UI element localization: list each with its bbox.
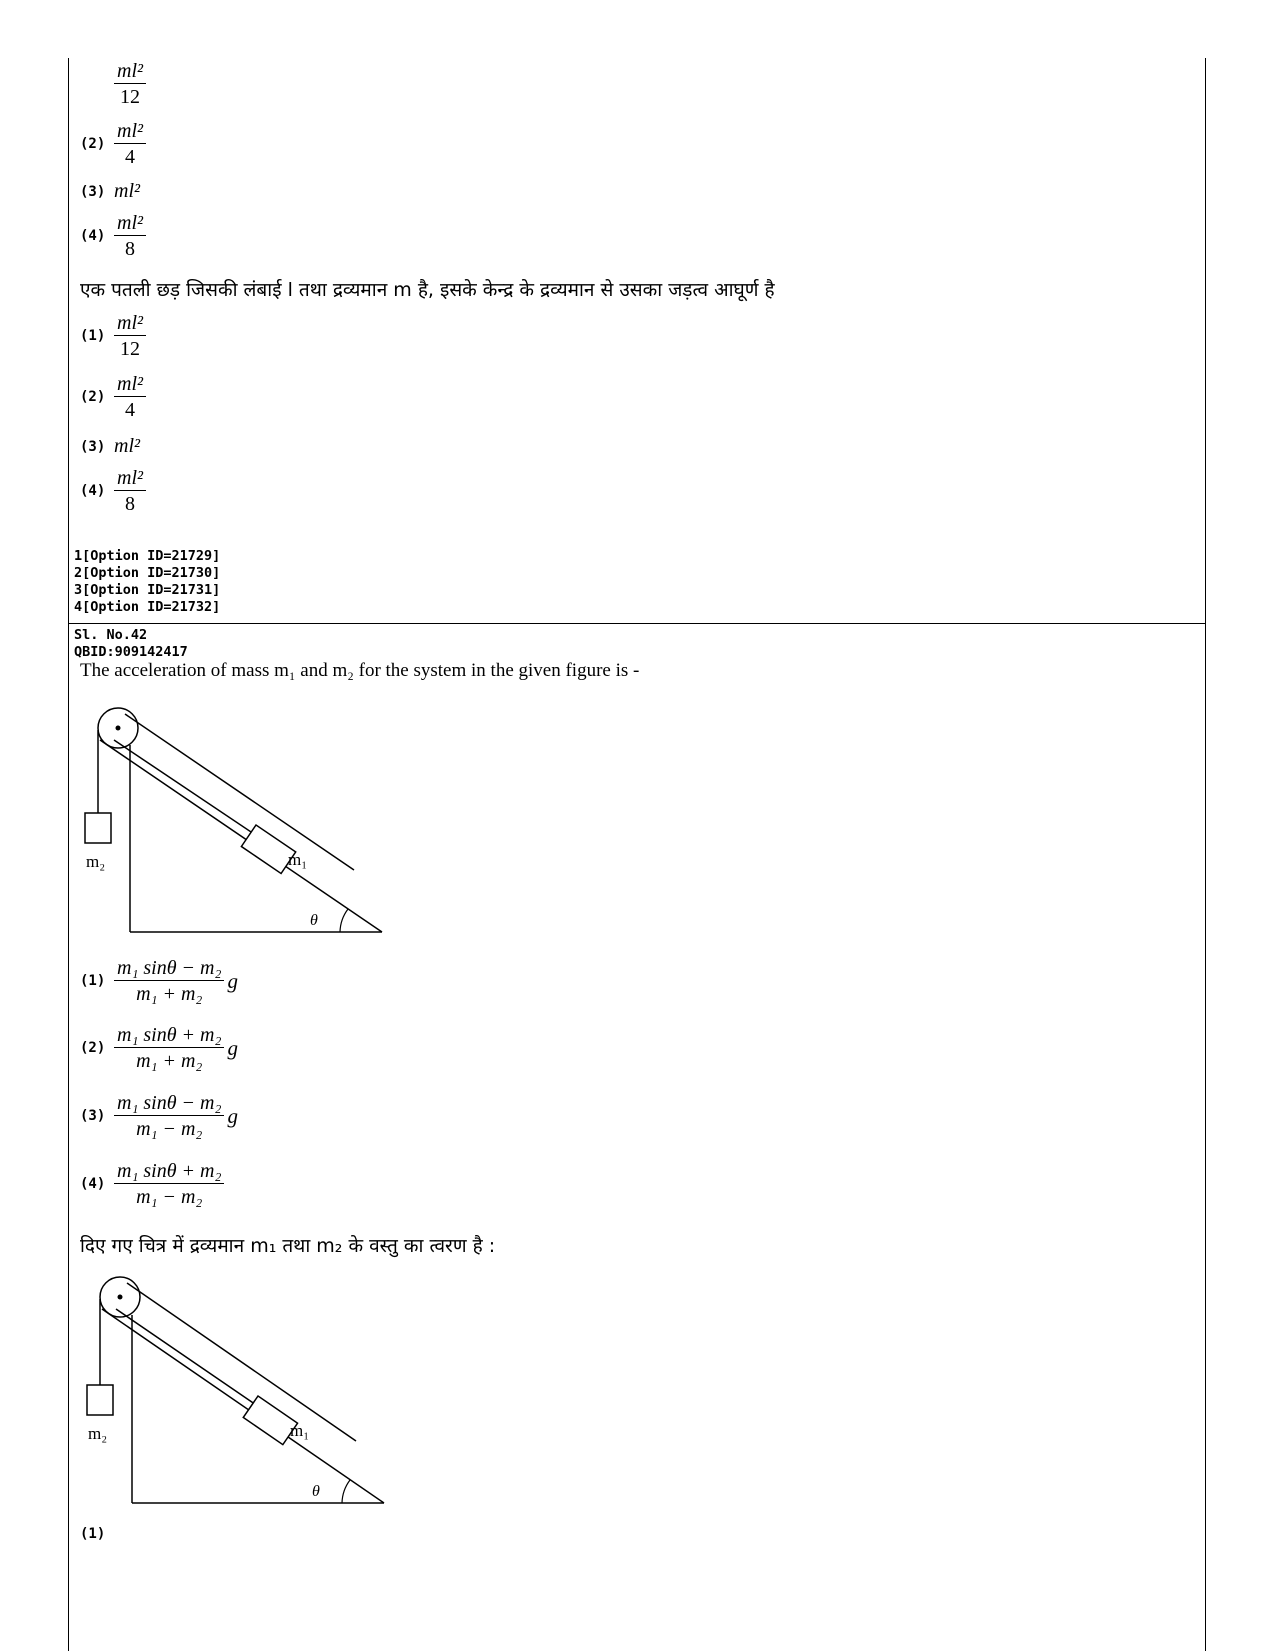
fraction (114, 1024, 224, 1072)
option-number: (4) (80, 483, 106, 499)
denominator: 8 (125, 238, 135, 260)
gravity-g: g (227, 1035, 238, 1060)
numerator: ml² (114, 60, 146, 84)
option-id: 1[Option ID=21729] (74, 548, 221, 564)
denominator: 12 (120, 86, 140, 108)
q41-option-2 (80, 120, 146, 168)
denominator: 4 (125, 146, 135, 168)
fraction (114, 373, 146, 421)
option-expression: ml² (114, 180, 140, 202)
q41-hi-option-4 (80, 467, 146, 515)
label-theta: θ (312, 1483, 320, 1500)
angle-arc (342, 1480, 350, 1503)
q41-hindi-question: एक पतली छड़ जिसकी लंबाई l तथा द्रव्यमान m है, इसके केन्द्र के द्रव्यमान से उसका जड़त्व आघूर्ण है (80, 279, 775, 301)
option-number: (1) (80, 328, 106, 344)
option-number: (3) (80, 183, 106, 200)
pulley-axle (116, 726, 121, 731)
option-number: (2) (80, 389, 106, 405)
label-m2: m₂ (86, 852, 106, 871)
fraction (114, 60, 146, 108)
label-m2: m₂ (88, 1424, 108, 1443)
option-number: (3) (80, 1108, 106, 1124)
q42-option-4 (80, 1160, 227, 1208)
string-incline (127, 1283, 356, 1441)
q41-option-1-partial (80, 60, 146, 108)
option-number: (2) (80, 136, 106, 152)
denominator: m₁ − m₂ (136, 1186, 203, 1208)
mass-m2-block (87, 1385, 113, 1415)
mass-m2-block (85, 813, 111, 843)
q42-hi-option-1 (80, 1526, 114, 1542)
fraction (114, 467, 146, 515)
numerator: m₁ sinθ − m₂ (114, 1092, 224, 1116)
option-number: (2) (80, 1040, 106, 1056)
q41-hi-option-1 (80, 312, 146, 360)
q42-question-hi: दिए गए चित्र में द्रव्यमान m₁ तथा m₂ के वस्तु का त्वरण है : (80, 1235, 496, 1257)
denominator: m₁ + m₂ (136, 1050, 203, 1072)
label-m1: m₁ (288, 850, 308, 869)
q42-option-2 (80, 1024, 238, 1072)
q42-question-en: The acceleration of mass m₁ and m₂ for the system in the given figure is - (80, 660, 640, 681)
option-expression: ml² (114, 435, 140, 457)
numerator: ml² (114, 312, 146, 336)
q42-header (74, 627, 188, 661)
string-incline (125, 714, 354, 870)
option-id: 3[Option ID=21731] (74, 582, 221, 598)
fraction (114, 212, 146, 260)
gravity-g: g (227, 1103, 238, 1128)
numerator: ml² (114, 120, 146, 144)
q41-option-3 (80, 180, 140, 203)
fraction (114, 1160, 224, 1208)
option-number: (4) (80, 228, 106, 244)
fraction (114, 120, 146, 168)
option-number: (4) (80, 1176, 106, 1192)
qbid: QBID:909142417 (74, 644, 188, 660)
q42-option-3 (80, 1092, 238, 1140)
numerator: ml² (114, 212, 146, 236)
right-border (1205, 58, 1206, 1651)
denominator: 4 (125, 399, 135, 421)
denominator: 12 (120, 338, 140, 360)
angle-arc (340, 909, 348, 932)
numerator: ml² (114, 467, 146, 491)
option-number: (1) (80, 973, 106, 989)
label-theta: θ (310, 912, 318, 929)
option-id: 4[Option ID=21732] (74, 599, 221, 615)
numerator: m₁ sinθ − m₂ (114, 957, 224, 981)
numerator: m₁ sinθ + m₂ (114, 1024, 224, 1048)
denominator: m₁ − m₂ (136, 1118, 203, 1140)
question-divider (68, 623, 1206, 624)
fraction (114, 957, 224, 1005)
option-id: 2[Option ID=21730] (74, 565, 221, 581)
numerator: ml² (114, 373, 146, 397)
q41-hi-option-2 (80, 373, 146, 421)
q42-option-1 (80, 957, 238, 1005)
q41-option-4 (80, 212, 146, 260)
fraction (114, 312, 146, 360)
fraction (114, 1092, 224, 1140)
pulley-axle (118, 1295, 123, 1300)
option-id-list (74, 548, 220, 616)
left-border (68, 58, 69, 1651)
option-number: (3) (80, 438, 106, 455)
denominator: 8 (125, 493, 135, 515)
q41-hi-option-3 (80, 435, 140, 458)
serial-number: Sl. No.42 (74, 627, 148, 643)
pulley-incline-figure-en (80, 705, 400, 945)
label-m1: m₁ (290, 1421, 310, 1440)
string-incline-inner (116, 1309, 262, 1409)
gravity-g: g (227, 968, 238, 993)
string-incline-inner (114, 740, 260, 838)
incline-surface (100, 740, 382, 932)
pulley-incline-figure-hi (80, 1275, 400, 1515)
numerator: m₁ sinθ + m₂ (114, 1160, 224, 1184)
option-number: (1) (80, 1526, 106, 1542)
denominator: m₁ + m₂ (136, 983, 203, 1005)
incline-surface (102, 1309, 384, 1503)
